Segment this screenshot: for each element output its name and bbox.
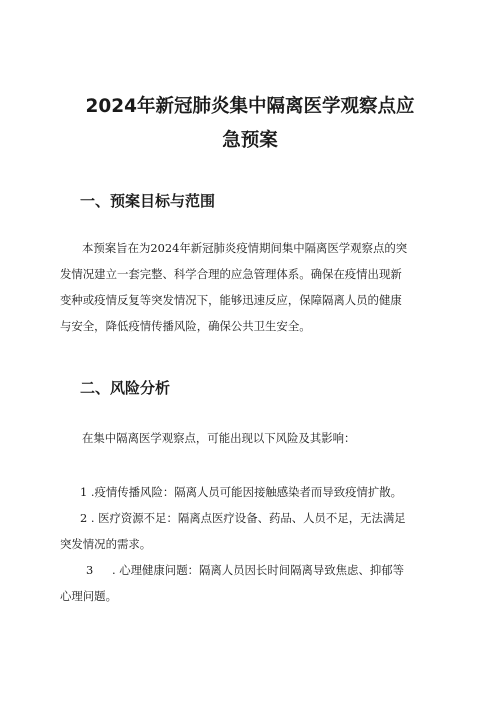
risk-item-3-line-2: 心理问题。	[60, 589, 117, 603]
document-title-line-1: 2024年新冠肺炎集中隔离医学观察点应	[85, 96, 415, 117]
section-2-heading: 二、风险分析	[80, 379, 171, 397]
risk-item-2-line-2: 突发情况的需求。	[60, 537, 152, 551]
section-1-paragraph-line-4: 与安全，降低疫情传播风险，确保公共卫生安全。	[60, 319, 311, 333]
document-title-line-2: 急预案	[222, 130, 278, 151]
risk-item-3-line-1: . 心理健康问题：隔离人员因长时间隔离导致焦虑、抑郁等	[112, 563, 405, 577]
risk-item-1: 1 .疫情传播风险：隔离人员可能因接触感染者而导致疫情扩散。	[80, 485, 403, 499]
section-1-heading: 一、预案目标与范围	[80, 192, 216, 210]
risk-item-3-number: 3	[86, 563, 94, 577]
section-2-intro: 在集中隔离医学观察点，可能出现以下风险及其影响：	[82, 431, 356, 445]
section-1-paragraph-line-1: 本预案旨在为2024年新冠肺炎疫情期间集中隔离医学观察点的突	[82, 241, 408, 255]
risk-item-2-line-1: 2 . 医疗资源不足：隔离点医疗设备、药品、人员不足，无法满足	[80, 511, 406, 525]
section-1-paragraph-line-3: 变种或疫情反复等突发情况下，能够迅速反应，保障隔离人员的健康	[60, 293, 402, 307]
section-1-paragraph-line-2: 发情况建立一套完整、科学合理的应急管理体系。确保在疫情出现新	[60, 267, 402, 281]
